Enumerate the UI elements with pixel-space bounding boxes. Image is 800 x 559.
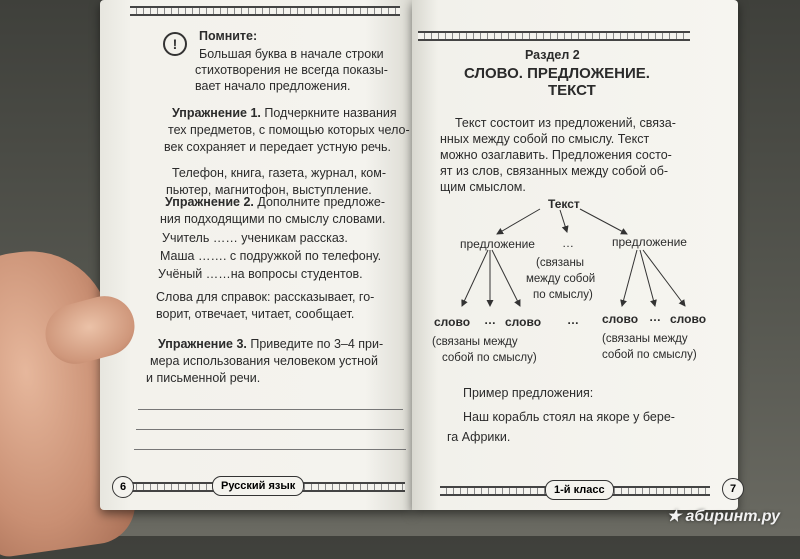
diagram-word: слово [670, 312, 707, 326]
section-title: СЛОВО. ПРЕДЛОЖЕНИЕ. [464, 65, 650, 82]
diagram-sentence: предложение [460, 237, 535, 251]
diagram-arrow [580, 209, 627, 234]
exclamation-icon: ! [163, 32, 187, 56]
exercise-2-text: Дополните предложе- [257, 195, 385, 209]
diagram-word: слово [505, 315, 542, 329]
exercise-2-sentence: Учитель …… ученикам рассказ. [162, 231, 348, 245]
diagram-ellipsis-2: … [567, 313, 579, 327]
text-structure-diagram [412, 190, 738, 380]
diagram-arrow [462, 250, 488, 306]
top-rope-decoration [130, 6, 400, 16]
diagram-left-note: собой по смыслу) [442, 352, 537, 364]
diagram-arrow [622, 250, 637, 306]
diagram-right-note: (связаны между [602, 333, 688, 345]
diagram-right-note: собой по смыслу) [602, 349, 697, 361]
diagram-ellipsis: … [562, 236, 574, 250]
note-line: стихотворения не всегда показы- [195, 63, 388, 77]
section-title-2: ТЕКСТ [548, 82, 596, 99]
diagram-sentence: предложение [612, 235, 687, 249]
exercise-1-words: Телефон, книга, газета, журнал, ком- [172, 166, 387, 180]
exercise-2-label: Упражнение 2. [165, 195, 254, 209]
exercise-1-line: тех предметов, с помощью которых чело- [168, 123, 410, 137]
page-number-left: 6 [112, 476, 134, 498]
exercise-1-text: Подчеркните названия [264, 106, 397, 120]
exercise-2-sentence: Учёный ……на вопросы студентов. [158, 267, 363, 281]
example-label: Пример предложения: [463, 386, 594, 400]
note-title: Помните: [199, 29, 258, 43]
exercise-1-line: век сохраняет и передает устную речь. [164, 140, 392, 154]
note-line: Большая буква в начале строки [199, 47, 384, 61]
paragraph-line: ят из слов, связанных между собой об- [440, 164, 669, 178]
footer-grade: 1-й класс [545, 480, 614, 500]
watermark: ★ абиринт.ру [666, 508, 780, 525]
exercise-1-words: пьютер, магнитофон, выступление. [166, 183, 372, 197]
exercise-3-line: и письменной речи. [146, 371, 261, 385]
exercise-3-label: Упражнение 3. [158, 337, 247, 351]
diagram-arrow [640, 250, 655, 306]
diagram-left-note: (связаны между [432, 336, 518, 348]
diagram-word-dots: … [649, 310, 661, 324]
section-label: Раздел 2 [525, 48, 580, 62]
answer-line[interactable] [136, 429, 404, 430]
diagram-word: слово [602, 312, 639, 326]
exercise-3-text: Приведите по 3–4 при- [250, 337, 384, 351]
answer-line[interactable] [138, 409, 403, 410]
diagram-mid-note: (связаны [536, 257, 585, 269]
note-line: вает начало предложения. [195, 79, 351, 93]
diagram-mid-note: между собой [526, 273, 596, 285]
exercise-2-hints: Слова для справок: рассказывает, го- [156, 290, 375, 304]
diagram-word: слово [434, 315, 471, 329]
diagram-mid-note: по смыслу) [533, 289, 593, 301]
footer-subject: Русский язык [212, 476, 304, 496]
diagram-word-dots: … [484, 313, 496, 327]
diagram-arrow [492, 250, 520, 306]
exercise-1-label: Упражнение 1. [172, 106, 261, 120]
exercise-3-line: мера использования человеком устной [150, 354, 378, 368]
page-number-right: 7 [722, 478, 744, 500]
top-rope-decoration [418, 31, 690, 41]
paragraph-line: можно озаглавить. Предложения состо- [440, 148, 672, 162]
diagram-arrow [497, 209, 540, 234]
paragraph-line: Текст состоит из предложений, связа- [455, 116, 676, 130]
paragraph-line: нных между собой по смыслу. Текст [440, 132, 650, 146]
diagram-arrow [643, 250, 685, 306]
answer-line[interactable] [134, 449, 406, 450]
diagram-arrow [560, 210, 567, 232]
exercise-2-line: ния подходящими по смыслу словами. [160, 212, 386, 226]
exercise-2-hints: ворит, отвечает, читает, сообщает. [156, 307, 355, 321]
paragraph-line: щим смыслом. [440, 180, 526, 194]
exercise-2-sentence: Маша ……. с подружкой по телефону. [160, 249, 382, 263]
example-line: га Африки. [447, 430, 511, 444]
diagram-root: Текст [548, 197, 580, 211]
example-line: Наш корабль стоял на якоре у бере- [463, 410, 675, 424]
